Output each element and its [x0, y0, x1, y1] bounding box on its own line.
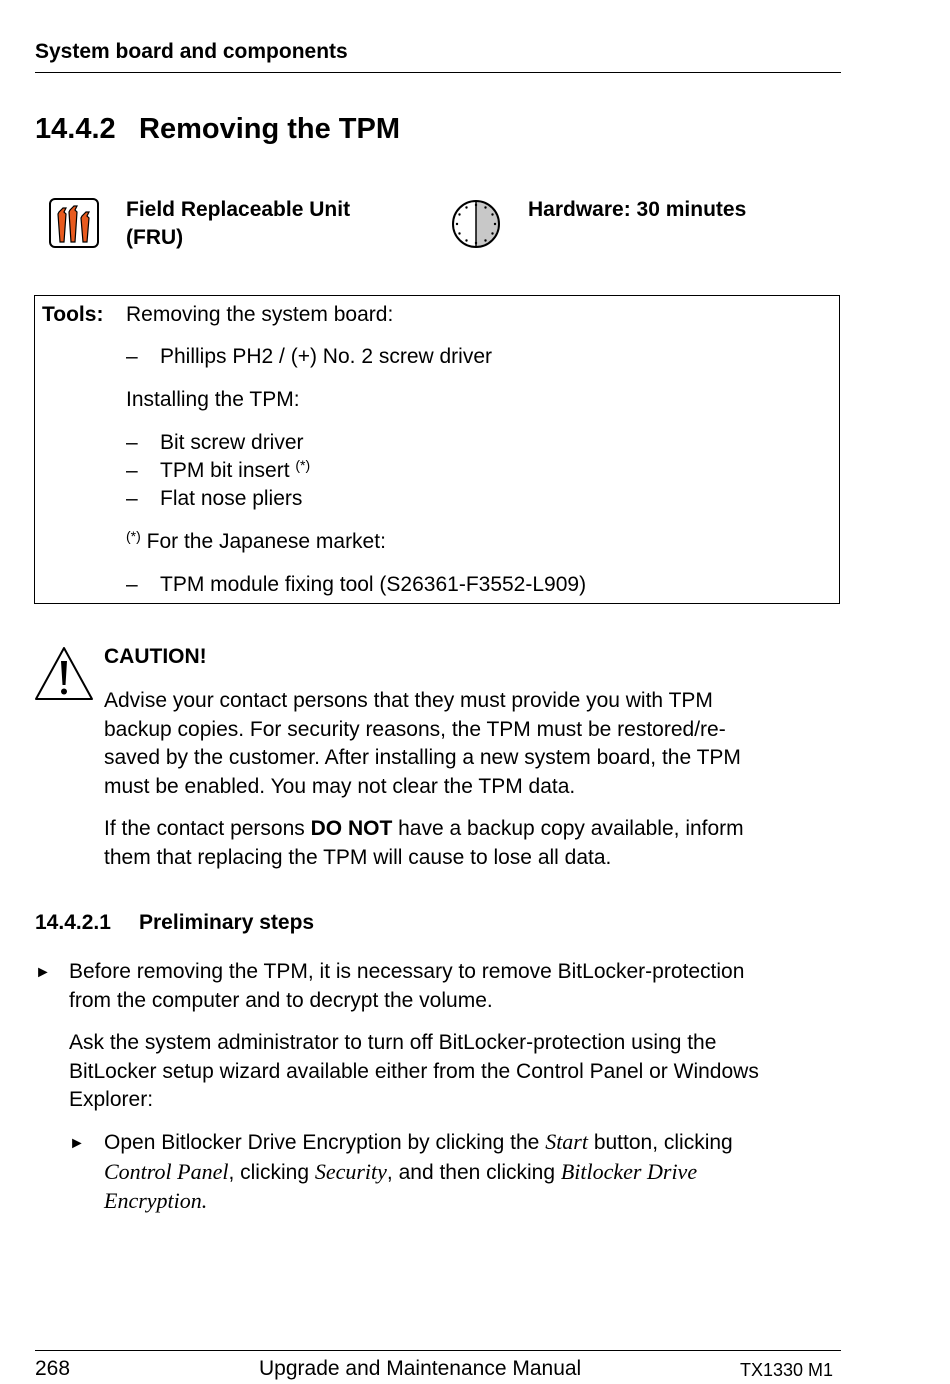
tool-item: TPM module fixing tool (S26361-F3552-L909) [160, 573, 587, 596]
caution-line: them that replacing the TPM will cause to lose all data. [104, 845, 612, 869]
list-dash: – [126, 431, 138, 454]
section-title: Removing the TPM [139, 113, 401, 145]
list-dash: – [126, 573, 138, 596]
bullet-arrow: ► [35, 964, 51, 981]
caution-line: saved by the customer. After installing a new system board, the TPM [104, 746, 741, 769]
tools-removing-intro: Removing the system board: [126, 303, 394, 326]
substep-text: Open Bitlocker Drive Encryption by clicking the [104, 1131, 546, 1154]
tools-installing-intro: Installing the TPM: [126, 388, 300, 411]
page-number: 268 [35, 1357, 71, 1380]
ui-term-start: Start [545, 1129, 588, 1154]
substep-line [104, 1128, 733, 1158]
ui-term-encryption: Encryption. [104, 1188, 208, 1213]
running-header: System board and components [35, 40, 348, 63]
caution-text: have a backup copy available, inform [392, 817, 744, 840]
substep-text: , clicking [228, 1160, 315, 1184]
caution-line: Advise your contact persons that they must provide you with TPM [104, 689, 713, 712]
manual-title: Upgrade and Maintenance Manual [259, 1357, 582, 1380]
japan-note-text: For the Japanese market: [146, 530, 386, 553]
list-dash: – [126, 487, 138, 510]
admin-line: BitLocker setup wizard available either from the Control Panel or Windows [69, 1059, 759, 1083]
subsection-number: 14.4.2.1 [35, 911, 111, 934]
caution-line: must be enabled. You may not clear the TPM data. [104, 774, 576, 798]
substep-text: button, clicking [587, 1131, 733, 1154]
tool-item: Flat nose pliers [160, 487, 303, 510]
caution-line [104, 815, 744, 844]
step-line: from the computer and to decrypt the volume. [69, 988, 493, 1012]
substep-line [104, 1187, 733, 1217]
step-paragraph [69, 958, 744, 1015]
field-replaceable-unit-icon [49, 198, 99, 248]
subsection-title: Preliminary steps [139, 911, 315, 934]
section-heading [35, 113, 400, 146]
tool-item: Bit screw driver [160, 431, 304, 454]
list-dash: – [126, 345, 138, 368]
hardware-time: Hardware: 30 minutes [528, 198, 747, 221]
tool-item [160, 457, 310, 486]
substep-line [104, 1158, 733, 1188]
caution-text: If the contact persons [104, 817, 311, 840]
substep-paragraph [104, 1128, 733, 1217]
list-dash: – [126, 459, 138, 482]
fru-label-line1: Field Replaceable Unit [126, 198, 351, 221]
bullet-arrow: ► [69, 1135, 85, 1152]
fru-label [126, 196, 416, 252]
admin-paragraph [69, 1029, 759, 1115]
admin-line: Ask the system administrator to turn off BitLocker-protection using the [69, 1031, 717, 1054]
tools-label: Tools: [42, 303, 104, 326]
subsection-heading [35, 911, 314, 935]
footnote-marker: (*) [295, 457, 311, 473]
section-number: 14.4.2 [35, 113, 116, 145]
tools-box [34, 295, 840, 604]
caution-title: CAUTION! [104, 645, 207, 668]
japan-note [126, 528, 386, 557]
ui-term-security: Security [314, 1158, 387, 1184]
ui-term-bitlocker: Bitlocker Drive [560, 1158, 698, 1184]
ui-term-control-panel: Control Panel [104, 1158, 229, 1184]
caution-line: backup copies. For security reasons, the TPM must be restored/re- [104, 717, 726, 741]
caution-paragraph [104, 687, 741, 801]
footnote-marker: (*) [126, 528, 141, 544]
admin-line: Explorer: [69, 1088, 154, 1111]
footer-rule [35, 1350, 841, 1351]
caution-paragraph-2 [104, 815, 744, 872]
fru-label-line2: (FRU) [126, 226, 184, 249]
header-rule [35, 72, 841, 73]
caution-emphasis: DO NOT [310, 817, 393, 840]
warning-triangle-icon [33, 645, 95, 703]
substep-text: , and then clicking [386, 1160, 561, 1184]
clock-icon [450, 198, 502, 250]
model-name: TX1330 M1 [740, 1360, 834, 1380]
tool-item-text: TPM bit insert [160, 459, 290, 482]
step-line: Before removing the TPM, it is necessary to remove BitLocker-protection [69, 960, 745, 983]
tool-item: Phillips PH2 / (+) No. 2 screw driver [160, 345, 493, 368]
